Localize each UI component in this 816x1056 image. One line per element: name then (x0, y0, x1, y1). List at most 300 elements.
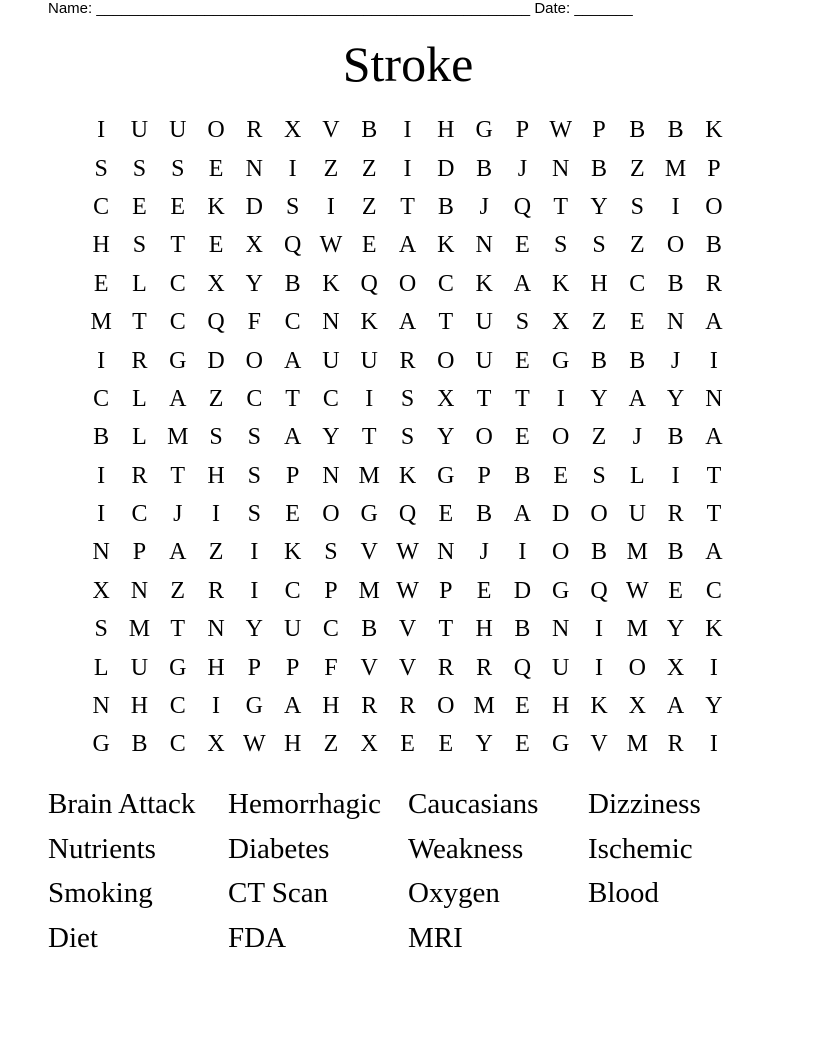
grid-letter: S (209, 424, 223, 451)
grid-letter: M (626, 731, 648, 758)
grid-letter: E (170, 193, 186, 220)
grid-letter: I (250, 577, 259, 604)
grid-letter: F (324, 654, 338, 681)
word-list-item: Brain Attack (48, 788, 196, 821)
grid-letter: M (358, 577, 380, 604)
grid-letter: P (515, 117, 530, 144)
grid-letter: Y (590, 385, 608, 412)
grid-letter: S (171, 155, 185, 182)
word-list-item: Diabetes (228, 832, 330, 865)
word-list-item: CT Scan (228, 877, 329, 910)
grid-letter: R (246, 117, 263, 144)
grid-letter: N (475, 232, 493, 259)
grid-letter: N (92, 539, 110, 566)
grid-letter: C (93, 385, 110, 412)
grid-letter: A (513, 270, 532, 297)
grid-letter: R (399, 693, 416, 720)
grid-row (82, 149, 733, 187)
grid-row (82, 533, 733, 571)
grid-letter: A (283, 347, 302, 374)
grid-row (82, 303, 733, 341)
grid-letter: W (396, 539, 419, 566)
word-list-item: MRI (408, 922, 463, 955)
grid-letter: G (169, 654, 187, 681)
grid-letter: P (477, 462, 491, 489)
grid-row (82, 687, 733, 725)
grid-letter: E (515, 731, 530, 758)
grid-letter: M (664, 155, 687, 182)
grid-letter: X (360, 731, 378, 758)
grid-letter: Z (629, 232, 645, 259)
grid-letter: B (284, 270, 301, 297)
grid-letter: S (132, 155, 147, 182)
grid-letter: S (247, 424, 262, 451)
grid-letter: Q (283, 232, 302, 259)
grid-letter: G (552, 577, 570, 604)
grid-row (82, 648, 733, 686)
grid-letter: U (169, 117, 187, 144)
grid-letter: J (670, 347, 681, 374)
grid-letter: T (285, 385, 300, 412)
grid-letter: B (361, 616, 378, 643)
grid-letter: E (515, 232, 530, 259)
grid-letter: X (437, 385, 455, 412)
grid-letter: R (437, 654, 454, 681)
grid-letter: T (438, 616, 454, 643)
grid-letter: F (247, 309, 262, 336)
grid-letter: N (552, 155, 570, 182)
grid-letter: K (207, 193, 225, 220)
grid-letter: O (628, 654, 646, 681)
grid-letter: N (92, 693, 110, 720)
grid-letter: P (247, 654, 262, 681)
grid-letter: Z (591, 424, 607, 451)
grid-letter: Z (629, 155, 645, 182)
grid-letter: G (169, 347, 187, 374)
grid-letter: T (515, 385, 530, 412)
grid-letter: J (479, 539, 489, 566)
grid-letter: I (403, 117, 412, 144)
grid-letter: H (590, 270, 608, 297)
grid-letter: I (556, 385, 565, 412)
grid-letter: T (170, 462, 186, 489)
grid-letter: N (130, 577, 149, 604)
grid-letter: S (132, 232, 147, 259)
grid-letter: C (169, 731, 186, 758)
grid-letter: P (592, 117, 606, 144)
grid-letter: U (360, 347, 378, 374)
grid-letter: D (245, 193, 263, 220)
grid-letter: X (552, 309, 570, 336)
word-list-item: Smoking (48, 877, 153, 910)
grid-letter: P (707, 155, 721, 182)
grid-letter: A (628, 385, 646, 412)
grid-letter: K (475, 270, 493, 297)
grid-letter: X (92, 577, 110, 604)
puzzle-title: Stroke (342, 36, 474, 92)
grid-letter: Z (361, 155, 377, 182)
grid-letter: Z (361, 193, 377, 220)
grid-letter: L (629, 462, 645, 489)
grid-letter: T (400, 193, 415, 220)
grid-letter: E (361, 232, 377, 259)
grid-letter: P (439, 577, 453, 604)
grid-letter: X (666, 654, 685, 681)
grid-letter: O (398, 270, 417, 297)
word-list-row (48, 782, 768, 827)
grid-row (82, 725, 733, 763)
grid-letter: E (668, 577, 683, 604)
grid-letter: I (595, 616, 603, 643)
grid-letter: W (625, 577, 649, 604)
grid-letter: B (514, 616, 531, 643)
grid-letter: H (552, 693, 570, 720)
grid-letter: Z (591, 309, 607, 336)
grid-letter: P (324, 577, 338, 604)
grid-letter: B (93, 424, 110, 451)
grid-letter: B (667, 424, 684, 451)
grid-letter: Y (437, 424, 455, 451)
grid-letter: G (552, 347, 570, 374)
grid-letter: O (437, 693, 455, 720)
grid-letter: W (396, 577, 419, 604)
grid-letter: E (515, 693, 530, 720)
grid-letter: C (437, 270, 454, 297)
grid-letter: U (322, 347, 340, 374)
grid-letter: M (358, 462, 380, 489)
grid-letter: S (554, 232, 568, 259)
grid-letter: O (245, 347, 263, 374)
grid-letter: A (705, 539, 723, 566)
grid-letter: S (592, 462, 606, 489)
letter-grid (82, 111, 733, 764)
grid-letter: K (322, 270, 340, 297)
grid-letter: T (132, 309, 147, 336)
grid-row (82, 265, 733, 303)
grid-letter: O (666, 232, 685, 259)
grid-letter: S (247, 462, 262, 489)
grid-letter: Z (170, 577, 186, 604)
word-list-item: Hemorrhagic (228, 788, 381, 821)
grid-row (82, 495, 733, 533)
grid-letter: B (131, 731, 148, 758)
grid-letter: E (553, 462, 569, 489)
name-date-line: Name: ____________________________________________________ Date: _______ (48, 0, 633, 17)
grid-letter: S (400, 424, 415, 451)
grid-letter: B (667, 539, 684, 566)
grid-letter: O (705, 193, 723, 220)
grid-letter: B (476, 155, 493, 182)
grid-letter: I (326, 193, 335, 220)
grid-letter: I (403, 155, 412, 182)
grid-letter: G (437, 462, 455, 489)
grid-letter: K (437, 232, 455, 259)
grid-letter: E (93, 270, 109, 297)
grid-row (82, 111, 733, 149)
grid-letter: H (475, 616, 493, 643)
grid-letter: H (207, 654, 225, 681)
grid-letter: X (283, 117, 302, 144)
grid-letter: M (473, 693, 495, 720)
grid-letter: H (92, 232, 110, 259)
grid-letter: A (283, 424, 302, 451)
grid-letter: E (208, 155, 224, 182)
grid-letter: L (132, 270, 147, 297)
grid-letter: I (671, 193, 680, 220)
grid-letter: M (167, 424, 189, 451)
grid-letter: O (437, 347, 455, 374)
grid-letter: T (706, 501, 722, 528)
grid-letter: M (128, 616, 151, 643)
grid-letter: A (513, 501, 532, 528)
grid-letter: D (552, 501, 570, 528)
grid-letter: H (437, 117, 455, 144)
grid-letter: O (590, 501, 608, 528)
grid-letter: L (132, 385, 147, 412)
grid-letter: N (437, 539, 455, 566)
grid-letter: Q (513, 654, 532, 681)
grid-letter: C (284, 309, 301, 336)
grid-letter: N (666, 309, 685, 336)
grid-letter: N (705, 385, 723, 412)
grid-letter: U (130, 117, 149, 144)
grid-letter: T (476, 385, 492, 412)
grid-letter: G (360, 501, 378, 528)
grid-letter: E (285, 501, 300, 528)
grid-letter: G (552, 731, 570, 758)
grid-letter: R (667, 731, 684, 758)
grid-letter: I (97, 347, 106, 374)
word-list-item: FDA (228, 922, 287, 955)
grid-letter: R (131, 462, 148, 489)
grid-letter: X (245, 232, 263, 259)
grid-letter: C (629, 270, 646, 297)
grid-letter: H (283, 731, 302, 758)
grid-letter: C (322, 616, 339, 643)
grid-letter: M (626, 539, 648, 566)
word-list-item: Caucasians (408, 788, 539, 821)
grid-letter: N (322, 309, 340, 336)
word-list-item: Dizziness (588, 788, 701, 821)
word-list-item: Blood (588, 877, 659, 910)
grid-row (82, 226, 733, 264)
grid-letter: W (549, 117, 573, 144)
grid-letter: Y (322, 424, 340, 451)
grid-letter: E (476, 577, 492, 604)
grid-letter: B (361, 117, 378, 144)
grid-row (82, 188, 733, 226)
grid-letter: B (476, 501, 493, 528)
grid-letter: N (245, 155, 263, 182)
word-list-item: Diet (48, 922, 98, 955)
grid-letter: S (400, 385, 415, 412)
grid-letter: I (250, 539, 259, 566)
grid-letter: T (706, 462, 722, 489)
word-list-row (48, 827, 768, 872)
grid-row (82, 610, 733, 648)
grid-letter: K (398, 462, 417, 489)
grid-row (82, 341, 733, 379)
grid-letter: R (208, 577, 225, 604)
word-list-item: Oxygen (408, 877, 500, 910)
grid-letter: I (97, 501, 106, 528)
grid-letter: I (518, 539, 527, 566)
grid-letter: D (437, 155, 455, 182)
grid-letter: T (553, 193, 569, 220)
grid-letter: I (212, 501, 221, 528)
grid-row (82, 572, 733, 610)
grid-letter: E (208, 232, 224, 259)
grid-letter: V (590, 731, 608, 758)
grid-letter: U (628, 501, 646, 528)
grid-letter: V (398, 616, 417, 643)
grid-letter: Z (323, 731, 339, 758)
grid-letter: C (93, 193, 110, 220)
grid-letter: C (705, 577, 722, 604)
grid-letter: Q (590, 577, 608, 604)
grid-letter: C (169, 693, 186, 720)
grid-letter: G (475, 117, 493, 144)
grid-letter: T (438, 309, 454, 336)
grid-letter: H (207, 462, 225, 489)
grid-letter: J (632, 424, 642, 451)
grid-letter: A (705, 309, 723, 336)
grid-letter: G (92, 731, 110, 758)
grid-letter: B (591, 347, 608, 374)
grid-letter: S (94, 616, 108, 643)
grid-letter: Q (360, 270, 378, 297)
grid-letter: U (130, 654, 149, 681)
grid-letter: A (666, 693, 685, 720)
word-list-item: Weakness (408, 832, 524, 865)
grid-letter: V (322, 117, 340, 144)
grid-letter: H (130, 693, 149, 720)
grid-letter: O (475, 424, 493, 451)
grid-letter: S (515, 309, 530, 336)
grid-letter: E (400, 731, 415, 758)
grid-letter: V (398, 654, 417, 681)
grid-letter: N (207, 616, 225, 643)
grid-letter: C (246, 385, 263, 412)
grid-letter: P (285, 462, 300, 489)
grid-letter: X (207, 270, 225, 297)
grid-letter: B (437, 193, 454, 220)
grid-letter: E (132, 193, 147, 220)
grid-letter: X (207, 731, 225, 758)
grid-letter: S (285, 193, 300, 220)
grid-letter: J (173, 501, 183, 528)
grid-letter: B (667, 270, 684, 297)
grid-letter: Z (323, 155, 339, 182)
grid-letter: A (705, 424, 723, 451)
grid-letter: O (552, 539, 570, 566)
grid-letter: L (132, 424, 147, 451)
grid-row (82, 457, 733, 495)
grid-letter: Z (208, 385, 224, 412)
grid-letter: V (360, 539, 378, 566)
grid-letter: V (360, 654, 378, 681)
grid-letter: L (93, 654, 109, 681)
grid-letter: R (131, 347, 148, 374)
grid-letter: H (322, 693, 340, 720)
grid-letter: I (709, 347, 718, 374)
grid-letter: A (169, 539, 187, 566)
grid-letter: Q (207, 309, 225, 336)
grid-letter: X (628, 693, 646, 720)
grid-letter: T (361, 424, 377, 451)
grid-letter: B (705, 232, 722, 259)
grid-letter: E (438, 731, 454, 758)
grid-letter: M (90, 309, 112, 336)
word-list-item: Nutrients (48, 832, 156, 865)
word-list-row (48, 871, 768, 916)
grid-letter: I (595, 654, 603, 681)
grid-letter: I (709, 654, 718, 681)
grid-letter: K (283, 539, 302, 566)
grid-letter: B (629, 117, 646, 144)
grid-letter: K (705, 117, 723, 144)
word-list-row (48, 916, 768, 961)
grid-row (82, 418, 733, 456)
grid-letter: O (207, 117, 225, 144)
grid-letter: R (361, 693, 378, 720)
grid-letter: U (552, 654, 570, 681)
grid-letter: Y (666, 385, 685, 412)
grid-letter: D (207, 347, 225, 374)
grid-letter: R (476, 654, 493, 681)
grid-letter: U (475, 309, 493, 336)
grid-letter: U (283, 616, 302, 643)
grid-letter: N (322, 462, 340, 489)
grid-letter: Y (590, 193, 608, 220)
grid-letter: A (398, 309, 417, 336)
grid-letter: K (552, 270, 570, 297)
grid-letter: K (360, 309, 378, 336)
grid-letter: S (94, 155, 108, 182)
grid-letter: I (288, 155, 297, 182)
grid-letter: A (169, 385, 187, 412)
grid-letter: W (319, 232, 343, 259)
grid-letter: R (667, 501, 684, 528)
grid-letter: O (322, 501, 340, 528)
grid-letter: S (247, 501, 262, 528)
grid-letter: Y (705, 693, 723, 720)
grid-letter: I (709, 731, 718, 758)
grid-letter: B (591, 539, 608, 566)
grid-letter: E (629, 309, 645, 336)
grid-letter: O (552, 424, 570, 451)
grid-letter: C (169, 270, 186, 297)
grid-letter: G (245, 693, 263, 720)
grid-letter: B (591, 155, 608, 182)
word-list-item: Ischemic (588, 832, 693, 865)
grid-letter: E (515, 424, 530, 451)
grid-letter: A (398, 232, 417, 259)
grid-letter: I (671, 462, 680, 489)
grid-letter: B (667, 117, 684, 144)
grid-letter: I (212, 693, 221, 720)
grid-letter: Q (513, 193, 532, 220)
grid-letter: Q (398, 501, 417, 528)
grid-letter: S (592, 232, 606, 259)
grid-letter: Y (666, 616, 685, 643)
grid-letter: K (590, 693, 608, 720)
grid-row (82, 380, 733, 418)
grid-letter: Y (475, 731, 493, 758)
grid-letter: M (626, 616, 648, 643)
grid-letter: T (170, 616, 186, 643)
grid-letter: C (131, 501, 148, 528)
